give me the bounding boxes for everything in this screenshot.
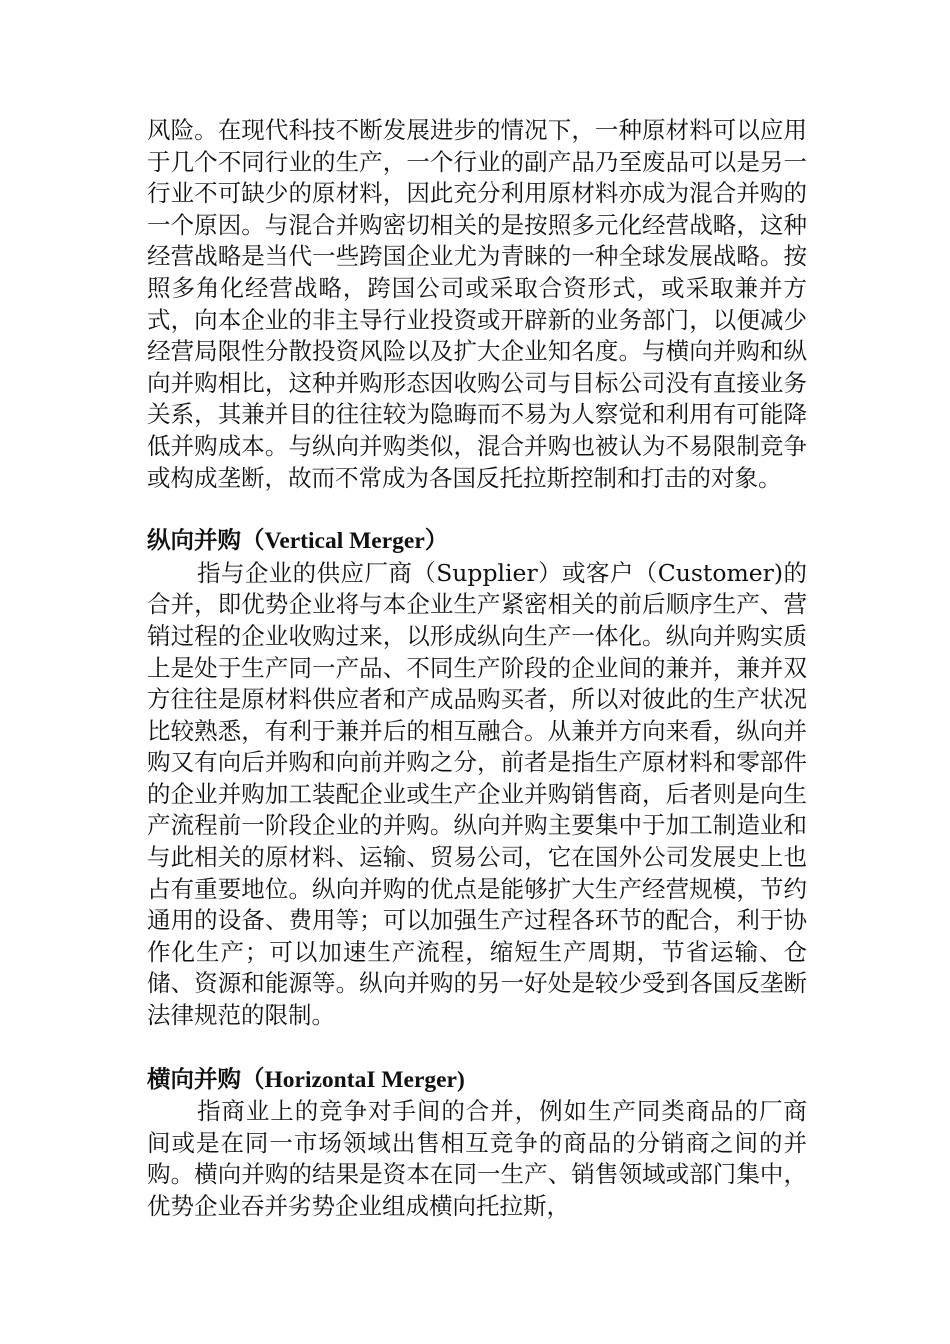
- paragraph-spacer: [147, 1032, 807, 1064]
- paragraph-spacer: [147, 494, 807, 525]
- heading-vertical-merger-cn: 纵向并购（: [147, 526, 265, 555]
- heading-vertical-merger: [147, 525, 807, 558]
- heading-vertical-merger-en: Vertical Merger: [264, 528, 425, 555]
- paragraph-horizontal-merger: 指商业上的竞争对手间的合并，例如生产同类商品的厂商间或是在同一市场领域出售相互竞争的商品的分销商之间的并购。横向并购的结果是资本在同一生产、销售领域或部门集中，优势企业吞并劣势企业组成横向托拉斯，: [147, 1097, 807, 1220]
- paragraph-vertical-merger: 指与企业的供应厂商（Supplier）或客户（Customer)的合并，即优势企业将与本企业生产紧密相关的前后顺序生产、营销过程的企业收购过来，以形成纵向生产一体化。纵向并购实质上是处于生产同一产品、不同生产阶段的企业间的兼并，兼并双方往往是原材料供应者和产成品购买者，所以对彼此的生产状况比较熟悉，有利于兼并后的相互融合。从兼并方向来看，纵向并购又有向后并购和向前并购之分，前者是指生产原材料和零部件的企业并购加工装配企业或生产企业并购销售商，后者则是向生产流程前一阶段企业的并购。纵向并购主要集中于加工制造业和与此相关的原材料、运输、贸易公司，它在国外公司发展史上也占有重要地位。纵向并购的优点是能够扩大生产经营规模，节约通用的设备、费用等；可以加强生产过程各环节的配合，利于协作化生产；可以加速生产流程，缩短生产周期，节省运输、仓储、资源和能源等。纵向并购的另一好处是较少受到各国反垄断法律规范的限制。: [147, 558, 807, 1030]
- paragraph-mixed-merger-continued: 风险。在现代科技不断发展进步的情况下，一种原材料可以应用于几个不同行业的生产，一个行业的副产品乃至废品可以是另一行业不可缺少的原材料，因此充分利用原材料亦成为混合并购的一个原因。与混合并购密切相关的是按照多元化经营战略，这种经营战略是当代一些跨国企业尤为青睐的一种全球发展战略。按照多角化经营战略，跨国公司或采取合资形式，或采取兼并方式，向本企业的非主导行业投资或开辟新的业务部门，以便减少经营局限性分散投资风险以及扩大企业知名度。与横向并购和纵向并购相比，这种并购形态因收购公司与目标公司没有直接业务关系，其兼并目的往往较为隐晦而不易为人察觉和利用有可能降低并购成本。与纵向并购类似，混合并购也被认为不易限制竞争或构成垄断，故而不常成为各国反托拉斯控制和打击的对象。: [147, 116, 807, 492]
- heading-horizontal-merger: [147, 1064, 807, 1097]
- document-body: [147, 115, 807, 1223]
- heading-vertical-merger-close: ）: [424, 526, 449, 555]
- heading-horizontal-merger-en: HorizontaI Merger): [264, 1066, 465, 1093]
- heading-horizontal-merger-cn: 横向并购（: [147, 1064, 265, 1093]
